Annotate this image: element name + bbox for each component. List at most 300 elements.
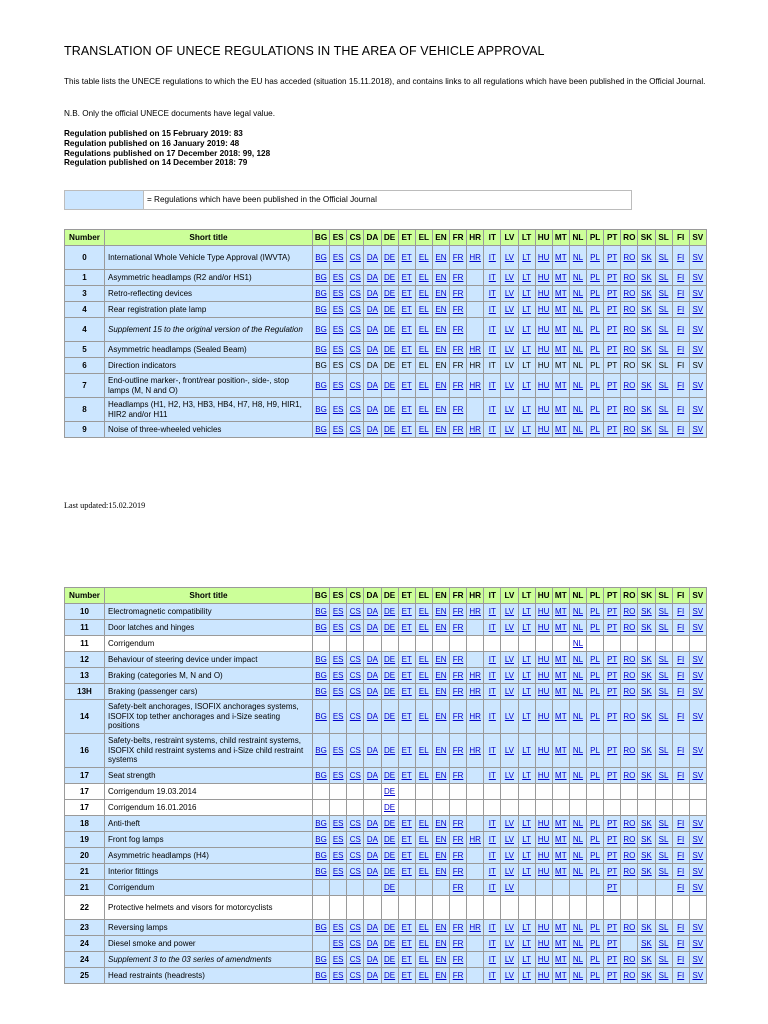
language-link-ro[interactable]: RO bbox=[621, 604, 638, 620]
language-link-sl[interactable]: SL bbox=[655, 422, 672, 438]
language-link-ro[interactable]: RO bbox=[621, 864, 638, 880]
language-link-en[interactable]: EN bbox=[432, 270, 449, 286]
language-link-pl[interactable]: PL bbox=[587, 374, 604, 398]
language-link-es[interactable]: ES bbox=[330, 302, 347, 318]
language-link-de[interactable]: DE bbox=[381, 270, 398, 286]
language-link-da[interactable]: DA bbox=[364, 864, 381, 880]
language-link-el[interactable]: EL bbox=[415, 768, 432, 784]
language-link-pt[interactable]: PT bbox=[604, 246, 621, 270]
language-link-da[interactable]: DA bbox=[364, 936, 381, 952]
language-link-sl[interactable]: SL bbox=[655, 734, 672, 768]
language-link-it[interactable]: IT bbox=[484, 668, 501, 684]
language-link-lv[interactable]: LV bbox=[501, 422, 518, 438]
language-link-hr[interactable]: HR bbox=[467, 734, 484, 768]
language-link-fi[interactable]: FI bbox=[672, 398, 689, 422]
language-link-sv[interactable]: SV bbox=[689, 374, 706, 398]
language-link-fi[interactable]: FI bbox=[672, 864, 689, 880]
language-link-de[interactable]: DE bbox=[381, 342, 398, 358]
language-link-nl[interactable]: NL bbox=[569, 636, 586, 652]
language-link-lt[interactable]: LT bbox=[518, 286, 535, 302]
language-link-hu[interactable]: HU bbox=[535, 816, 552, 832]
language-link-it[interactable]: IT bbox=[484, 652, 501, 668]
language-link-de[interactable]: DE bbox=[381, 952, 398, 968]
language-link-nl[interactable]: NL bbox=[569, 920, 586, 936]
language-link-lv[interactable]: LV bbox=[501, 318, 518, 342]
language-link-es[interactable]: ES bbox=[330, 768, 347, 784]
language-link-fi[interactable]: FI bbox=[672, 270, 689, 286]
language-link-lv[interactable]: LV bbox=[501, 848, 518, 864]
language-link-es[interactable]: ES bbox=[330, 620, 347, 636]
language-link-et[interactable]: ET bbox=[398, 374, 415, 398]
language-link-de[interactable]: DE bbox=[381, 620, 398, 636]
language-link-lt[interactable]: LT bbox=[518, 684, 535, 700]
language-link-fi[interactable]: FI bbox=[672, 668, 689, 684]
language-link-fi[interactable]: FI bbox=[672, 832, 689, 848]
language-link-hu[interactable]: HU bbox=[535, 286, 552, 302]
language-link-en[interactable]: EN bbox=[432, 920, 449, 936]
language-link-pt[interactable]: PT bbox=[604, 968, 621, 984]
language-link-fi[interactable]: FI bbox=[672, 700, 689, 734]
language-link-pl[interactable]: PL bbox=[587, 318, 604, 342]
language-link-et[interactable]: ET bbox=[398, 286, 415, 302]
language-link-sl[interactable]: SL bbox=[655, 620, 672, 636]
language-link-de[interactable]: DE bbox=[381, 734, 398, 768]
language-link-lv[interactable]: LV bbox=[501, 246, 518, 270]
language-link-et[interactable]: ET bbox=[398, 270, 415, 286]
language-link-et[interactable]: ET bbox=[398, 832, 415, 848]
language-link-bg[interactable]: BG bbox=[313, 864, 330, 880]
language-link-ro[interactable]: RO bbox=[621, 246, 638, 270]
language-link-de[interactable]: DE bbox=[381, 768, 398, 784]
language-link-en[interactable]: EN bbox=[432, 342, 449, 358]
language-link-mt[interactable]: MT bbox=[552, 342, 569, 358]
language-link-ro[interactable]: RO bbox=[621, 398, 638, 422]
language-link-fi[interactable]: FI bbox=[672, 936, 689, 952]
language-link-mt[interactable]: MT bbox=[552, 286, 569, 302]
language-link-en[interactable]: EN bbox=[432, 286, 449, 302]
language-link-sk[interactable]: SK bbox=[638, 832, 655, 848]
language-link-fi[interactable]: FI bbox=[672, 302, 689, 318]
language-link-el[interactable]: EL bbox=[415, 864, 432, 880]
language-link-sv[interactable]: SV bbox=[689, 700, 706, 734]
language-link-nl[interactable]: NL bbox=[569, 302, 586, 318]
language-link-mt[interactable]: MT bbox=[552, 398, 569, 422]
language-link-sv[interactable]: SV bbox=[689, 864, 706, 880]
language-link-sk[interactable]: SK bbox=[638, 668, 655, 684]
language-link-bg[interactable]: BG bbox=[313, 374, 330, 398]
language-link-bg[interactable]: BG bbox=[313, 734, 330, 768]
language-link-cs[interactable]: CS bbox=[347, 342, 364, 358]
language-link-pl[interactable]: PL bbox=[587, 398, 604, 422]
language-link-el[interactable]: EL bbox=[415, 832, 432, 848]
language-link-fi[interactable]: FI bbox=[672, 768, 689, 784]
language-link-sl[interactable]: SL bbox=[655, 816, 672, 832]
language-link-lt[interactable]: LT bbox=[518, 864, 535, 880]
language-link-lt[interactable]: LT bbox=[518, 302, 535, 318]
language-link-fr[interactable]: FR bbox=[450, 270, 467, 286]
language-link-da[interactable]: DA bbox=[364, 920, 381, 936]
language-link-lv[interactable]: LV bbox=[501, 936, 518, 952]
language-link-pl[interactable]: PL bbox=[587, 700, 604, 734]
language-link-et[interactable]: ET bbox=[398, 668, 415, 684]
language-link-pl[interactable]: PL bbox=[587, 832, 604, 848]
language-link-fi[interactable]: FI bbox=[672, 620, 689, 636]
language-link-ro[interactable]: RO bbox=[621, 700, 638, 734]
language-link-ro[interactable]: RO bbox=[621, 848, 638, 864]
language-link-sk[interactable]: SK bbox=[638, 398, 655, 422]
language-link-de[interactable]: DE bbox=[381, 374, 398, 398]
language-link-pl[interactable]: PL bbox=[587, 246, 604, 270]
language-link-de[interactable]: DE bbox=[381, 864, 398, 880]
language-link-cs[interactable]: CS bbox=[347, 864, 364, 880]
language-link-sk[interactable]: SK bbox=[638, 342, 655, 358]
language-link-el[interactable]: EL bbox=[415, 246, 432, 270]
language-link-cs[interactable]: CS bbox=[347, 620, 364, 636]
language-link-hu[interactable]: HU bbox=[535, 246, 552, 270]
language-link-it[interactable]: IT bbox=[484, 920, 501, 936]
language-link-de[interactable]: DE bbox=[381, 784, 398, 800]
language-link-sk[interactable]: SK bbox=[638, 920, 655, 936]
language-link-fr[interactable]: FR bbox=[450, 318, 467, 342]
language-link-bg[interactable]: BG bbox=[313, 700, 330, 734]
language-link-ro[interactable]: RO bbox=[621, 734, 638, 768]
language-link-lv[interactable]: LV bbox=[501, 270, 518, 286]
language-link-lv[interactable]: LV bbox=[501, 684, 518, 700]
language-link-en[interactable]: EN bbox=[432, 374, 449, 398]
language-link-da[interactable]: DA bbox=[364, 816, 381, 832]
language-link-fr[interactable]: FR bbox=[450, 684, 467, 700]
language-link-fr[interactable]: FR bbox=[450, 700, 467, 734]
language-link-es[interactable]: ES bbox=[330, 864, 347, 880]
language-link-sk[interactable]: SK bbox=[638, 768, 655, 784]
language-link-sl[interactable]: SL bbox=[655, 652, 672, 668]
language-link-it[interactable]: IT bbox=[484, 880, 501, 896]
language-link-fr[interactable]: FR bbox=[450, 816, 467, 832]
language-link-nl[interactable]: NL bbox=[569, 398, 586, 422]
language-link-cs[interactable]: CS bbox=[347, 318, 364, 342]
language-link-et[interactable]: ET bbox=[398, 620, 415, 636]
language-link-fr[interactable]: FR bbox=[450, 936, 467, 952]
language-link-sv[interactable]: SV bbox=[689, 816, 706, 832]
language-link-pt[interactable]: PT bbox=[604, 768, 621, 784]
language-link-es[interactable]: ES bbox=[330, 848, 347, 864]
language-link-bg[interactable]: BG bbox=[313, 768, 330, 784]
language-link-bg[interactable]: BG bbox=[313, 286, 330, 302]
language-link-sk[interactable]: SK bbox=[638, 952, 655, 968]
language-link-cs[interactable]: CS bbox=[347, 848, 364, 864]
language-link-sl[interactable]: SL bbox=[655, 374, 672, 398]
language-link-sl[interactable]: SL bbox=[655, 920, 672, 936]
language-link-da[interactable]: DA bbox=[364, 700, 381, 734]
language-link-sk[interactable]: SK bbox=[638, 848, 655, 864]
language-link-ro[interactable]: RO bbox=[621, 342, 638, 358]
language-link-fi[interactable]: FI bbox=[672, 604, 689, 620]
language-link-pl[interactable]: PL bbox=[587, 768, 604, 784]
language-link-es[interactable]: ES bbox=[330, 668, 347, 684]
language-link-nl[interactable]: NL bbox=[569, 700, 586, 734]
language-link-el[interactable]: EL bbox=[415, 848, 432, 864]
language-link-da[interactable]: DA bbox=[364, 848, 381, 864]
language-link-pt[interactable]: PT bbox=[604, 734, 621, 768]
language-link-it[interactable]: IT bbox=[484, 734, 501, 768]
language-link-bg[interactable]: BG bbox=[313, 422, 330, 438]
language-link-da[interactable]: DA bbox=[364, 270, 381, 286]
language-link-sk[interactable]: SK bbox=[638, 246, 655, 270]
language-link-ro[interactable]: RO bbox=[621, 952, 638, 968]
language-link-fr[interactable]: FR bbox=[450, 734, 467, 768]
language-link-bg[interactable]: BG bbox=[313, 270, 330, 286]
language-link-nl[interactable]: NL bbox=[569, 246, 586, 270]
language-link-sl[interactable]: SL bbox=[655, 848, 672, 864]
language-link-sv[interactable]: SV bbox=[689, 848, 706, 864]
language-link-mt[interactable]: MT bbox=[552, 246, 569, 270]
language-link-et[interactable]: ET bbox=[398, 864, 415, 880]
language-link-hu[interactable]: HU bbox=[535, 920, 552, 936]
language-link-lv[interactable]: LV bbox=[501, 864, 518, 880]
language-link-fr[interactable]: FR bbox=[450, 920, 467, 936]
language-link-mt[interactable]: MT bbox=[552, 700, 569, 734]
language-link-el[interactable]: EL bbox=[415, 422, 432, 438]
language-link-et[interactable]: ET bbox=[398, 652, 415, 668]
language-link-de[interactable]: DE bbox=[381, 936, 398, 952]
language-link-el[interactable]: EL bbox=[415, 286, 432, 302]
language-link-hr[interactable]: HR bbox=[467, 342, 484, 358]
language-link-lv[interactable]: LV bbox=[501, 768, 518, 784]
language-link-it[interactable]: IT bbox=[484, 604, 501, 620]
language-link-es[interactable]: ES bbox=[330, 920, 347, 936]
language-link-es[interactable]: ES bbox=[330, 604, 347, 620]
language-link-et[interactable]: ET bbox=[398, 398, 415, 422]
language-link-it[interactable]: IT bbox=[484, 246, 501, 270]
language-link-hu[interactable]: HU bbox=[535, 864, 552, 880]
language-link-hu[interactable]: HU bbox=[535, 700, 552, 734]
language-link-fr[interactable]: FR bbox=[450, 422, 467, 438]
language-link-mt[interactable]: MT bbox=[552, 734, 569, 768]
language-link-pt[interactable]: PT bbox=[604, 952, 621, 968]
language-link-it[interactable]: IT bbox=[484, 318, 501, 342]
language-link-fi[interactable]: FI bbox=[672, 374, 689, 398]
language-link-it[interactable]: IT bbox=[484, 952, 501, 968]
language-link-en[interactable]: EN bbox=[432, 318, 449, 342]
language-link-pl[interactable]: PL bbox=[587, 952, 604, 968]
language-link-es[interactable]: ES bbox=[330, 318, 347, 342]
language-link-sv[interactable]: SV bbox=[689, 302, 706, 318]
language-link-el[interactable]: EL bbox=[415, 668, 432, 684]
language-link-sl[interactable]: SL bbox=[655, 832, 672, 848]
language-link-lv[interactable]: LV bbox=[501, 816, 518, 832]
language-link-sv[interactable]: SV bbox=[689, 422, 706, 438]
language-link-pl[interactable]: PL bbox=[587, 968, 604, 984]
language-link-hr[interactable]: HR bbox=[467, 700, 484, 734]
language-link-fi[interactable]: FI bbox=[672, 246, 689, 270]
language-link-lt[interactable]: LT bbox=[518, 832, 535, 848]
language-link-es[interactable]: ES bbox=[330, 374, 347, 398]
language-link-da[interactable]: DA bbox=[364, 668, 381, 684]
language-link-lt[interactable]: LT bbox=[518, 604, 535, 620]
language-link-cs[interactable]: CS bbox=[347, 816, 364, 832]
language-link-sl[interactable]: SL bbox=[655, 270, 672, 286]
language-link-fi[interactable]: FI bbox=[672, 286, 689, 302]
language-link-de[interactable]: DE bbox=[381, 848, 398, 864]
language-link-pl[interactable]: PL bbox=[587, 286, 604, 302]
language-link-bg[interactable]: BG bbox=[313, 952, 330, 968]
language-link-sl[interactable]: SL bbox=[655, 342, 672, 358]
language-link-et[interactable]: ET bbox=[398, 318, 415, 342]
language-link-ro[interactable]: RO bbox=[621, 920, 638, 936]
language-link-pl[interactable]: PL bbox=[587, 652, 604, 668]
language-link-el[interactable]: EL bbox=[415, 952, 432, 968]
language-link-pl[interactable]: PL bbox=[587, 684, 604, 700]
language-link-mt[interactable]: MT bbox=[552, 604, 569, 620]
language-link-lt[interactable]: LT bbox=[518, 246, 535, 270]
language-link-sv[interactable]: SV bbox=[689, 652, 706, 668]
language-link-lv[interactable]: LV bbox=[501, 620, 518, 636]
language-link-pt[interactable]: PT bbox=[604, 880, 621, 896]
language-link-pt[interactable]: PT bbox=[604, 920, 621, 936]
language-link-ro[interactable]: RO bbox=[621, 620, 638, 636]
language-link-da[interactable]: DA bbox=[364, 398, 381, 422]
language-link-fr[interactable]: FR bbox=[450, 952, 467, 968]
language-link-fi[interactable]: FI bbox=[672, 684, 689, 700]
language-link-cs[interactable]: CS bbox=[347, 968, 364, 984]
language-link-mt[interactable]: MT bbox=[552, 652, 569, 668]
language-link-sk[interactable]: SK bbox=[638, 302, 655, 318]
language-link-mt[interactable]: MT bbox=[552, 668, 569, 684]
language-link-es[interactable]: ES bbox=[330, 684, 347, 700]
language-link-fr[interactable]: FR bbox=[450, 342, 467, 358]
language-link-es[interactable]: ES bbox=[330, 398, 347, 422]
language-link-hu[interactable]: HU bbox=[535, 936, 552, 952]
language-link-hu[interactable]: HU bbox=[535, 848, 552, 864]
language-link-nl[interactable]: NL bbox=[569, 668, 586, 684]
language-link-sv[interactable]: SV bbox=[689, 270, 706, 286]
language-link-el[interactable]: EL bbox=[415, 302, 432, 318]
language-link-et[interactable]: ET bbox=[398, 816, 415, 832]
language-link-mt[interactable]: MT bbox=[552, 318, 569, 342]
language-link-mt[interactable]: MT bbox=[552, 832, 569, 848]
language-link-hr[interactable]: HR bbox=[467, 604, 484, 620]
language-link-en[interactable]: EN bbox=[432, 734, 449, 768]
language-link-it[interactable]: IT bbox=[484, 620, 501, 636]
language-link-el[interactable]: EL bbox=[415, 734, 432, 768]
language-link-fi[interactable]: FI bbox=[672, 342, 689, 358]
language-link-en[interactable]: EN bbox=[432, 968, 449, 984]
language-link-lt[interactable]: LT bbox=[518, 920, 535, 936]
language-link-de[interactable]: DE bbox=[381, 652, 398, 668]
language-link-lt[interactable]: LT bbox=[518, 936, 535, 952]
language-link-lv[interactable]: LV bbox=[501, 952, 518, 968]
language-link-it[interactable]: IT bbox=[484, 286, 501, 302]
language-link-fr[interactable]: FR bbox=[450, 880, 467, 896]
language-link-sk[interactable]: SK bbox=[638, 968, 655, 984]
language-link-lt[interactable]: LT bbox=[518, 422, 535, 438]
language-link-lt[interactable]: LT bbox=[518, 952, 535, 968]
language-link-et[interactable]: ET bbox=[398, 936, 415, 952]
language-link-de[interactable]: DE bbox=[381, 880, 398, 896]
language-link-sk[interactable]: SK bbox=[638, 620, 655, 636]
language-link-hu[interactable]: HU bbox=[535, 734, 552, 768]
language-link-pl[interactable]: PL bbox=[587, 668, 604, 684]
language-link-sv[interactable]: SV bbox=[689, 620, 706, 636]
language-link-it[interactable]: IT bbox=[484, 816, 501, 832]
language-link-hr[interactable]: HR bbox=[467, 832, 484, 848]
language-link-et[interactable]: ET bbox=[398, 968, 415, 984]
language-link-pl[interactable]: PL bbox=[587, 936, 604, 952]
language-link-fr[interactable]: FR bbox=[450, 374, 467, 398]
language-link-de[interactable]: DE bbox=[381, 684, 398, 700]
language-link-pt[interactable]: PT bbox=[604, 374, 621, 398]
language-link-sk[interactable]: SK bbox=[638, 684, 655, 700]
language-link-ro[interactable]: RO bbox=[621, 768, 638, 784]
language-link-cs[interactable]: CS bbox=[347, 398, 364, 422]
language-link-sv[interactable]: SV bbox=[689, 832, 706, 848]
language-link-lt[interactable]: LT bbox=[518, 700, 535, 734]
language-link-el[interactable]: EL bbox=[415, 374, 432, 398]
language-link-pt[interactable]: PT bbox=[604, 816, 621, 832]
language-link-it[interactable]: IT bbox=[484, 832, 501, 848]
language-link-pl[interactable]: PL bbox=[587, 816, 604, 832]
language-link-lv[interactable]: LV bbox=[501, 302, 518, 318]
language-link-fr[interactable]: FR bbox=[450, 968, 467, 984]
language-link-lt[interactable]: LT bbox=[518, 652, 535, 668]
language-link-fr[interactable]: FR bbox=[450, 246, 467, 270]
language-link-pt[interactable]: PT bbox=[604, 832, 621, 848]
language-link-de[interactable]: DE bbox=[381, 604, 398, 620]
language-link-sv[interactable]: SV bbox=[689, 342, 706, 358]
language-link-mt[interactable]: MT bbox=[552, 768, 569, 784]
language-link-ro[interactable]: RO bbox=[621, 374, 638, 398]
language-link-en[interactable]: EN bbox=[432, 936, 449, 952]
language-link-mt[interactable]: MT bbox=[552, 936, 569, 952]
language-link-mt[interactable]: MT bbox=[552, 968, 569, 984]
language-link-sk[interactable]: SK bbox=[638, 864, 655, 880]
language-link-el[interactable]: EL bbox=[415, 604, 432, 620]
language-link-da[interactable]: DA bbox=[364, 246, 381, 270]
language-link-sv[interactable]: SV bbox=[689, 318, 706, 342]
language-link-sv[interactable]: SV bbox=[689, 668, 706, 684]
language-link-de[interactable]: DE bbox=[381, 246, 398, 270]
language-link-sv[interactable]: SV bbox=[689, 936, 706, 952]
language-link-nl[interactable]: NL bbox=[569, 270, 586, 286]
language-link-hu[interactable]: HU bbox=[535, 952, 552, 968]
language-link-sv[interactable]: SV bbox=[689, 880, 706, 896]
language-link-pt[interactable]: PT bbox=[604, 398, 621, 422]
language-link-el[interactable]: EL bbox=[415, 816, 432, 832]
language-link-fi[interactable]: FI bbox=[672, 880, 689, 896]
language-link-en[interactable]: EN bbox=[432, 302, 449, 318]
language-link-mt[interactable]: MT bbox=[552, 620, 569, 636]
language-link-hu[interactable]: HU bbox=[535, 768, 552, 784]
language-link-ro[interactable]: RO bbox=[621, 684, 638, 700]
language-link-bg[interactable]: BG bbox=[313, 620, 330, 636]
language-link-pt[interactable]: PT bbox=[604, 270, 621, 286]
language-link-pt[interactable]: PT bbox=[604, 684, 621, 700]
language-link-es[interactable]: ES bbox=[330, 652, 347, 668]
language-link-nl[interactable]: NL bbox=[569, 848, 586, 864]
language-link-sl[interactable]: SL bbox=[655, 684, 672, 700]
language-link-mt[interactable]: MT bbox=[552, 952, 569, 968]
language-link-nl[interactable]: NL bbox=[569, 342, 586, 358]
language-link-fi[interactable]: FI bbox=[672, 422, 689, 438]
language-link-bg[interactable]: BG bbox=[313, 668, 330, 684]
language-link-fr[interactable]: FR bbox=[450, 398, 467, 422]
language-link-pt[interactable]: PT bbox=[604, 700, 621, 734]
language-link-it[interactable]: IT bbox=[484, 700, 501, 734]
language-link-it[interactable]: IT bbox=[484, 398, 501, 422]
language-link-en[interactable]: EN bbox=[432, 684, 449, 700]
language-link-sk[interactable]: SK bbox=[638, 652, 655, 668]
language-link-nl[interactable]: NL bbox=[569, 318, 586, 342]
